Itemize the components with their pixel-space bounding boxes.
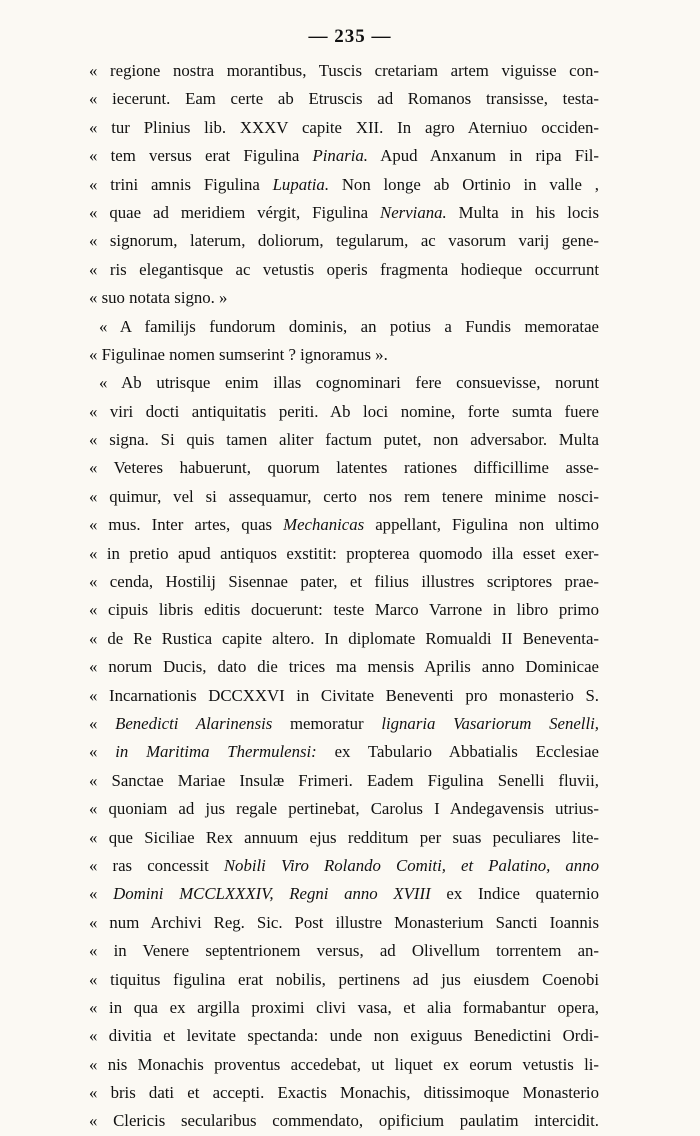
text-line [89,426,599,454]
text-line [89,824,599,852]
text-line [89,313,599,341]
text-line [89,454,599,482]
text-segment: « in pretio apud antiquos exstitit: propterea quomodo illa esset exer- [89,543,599,563]
text-line [89,114,599,142]
text-segment: ex Tabulario Abbatialis Ecclesiae [316,742,599,762]
text-segment: « iecerunt. Eam certe ab Etruscis ad Romanos transisse, testa- [89,89,599,109]
text-segment: « suo notata signo. » [89,288,228,308]
text-line [89,795,599,823]
text-segment: « Clericis secularibus commendato, opificium paulatim intercidit. [89,1111,599,1131]
text-line [89,199,599,227]
text-segment: Apud Anxanum in ripa Fil- [368,146,599,166]
text-segment: « Incarnationis DCCXXVI in Civitate Beneventi pro monasterio S. [89,685,599,705]
text-line [89,994,599,1022]
text-line [89,738,599,766]
italic-text-segment: Pinaria. [312,146,368,166]
text-segment: « mus. Inter artes, quas [89,515,284,535]
italic-text-segment: Nobili Viro Rolando Comiti, et Palatino, anno [223,855,599,875]
text-segment: « bris dati et accepti. Exactis Monachis, ditissimoque Monasterio [89,1083,599,1103]
text-line [89,596,599,624]
text-segment: « tur Plinius lib. XXXV capite XII. In agro Aterniuo occiden- [89,117,599,137]
text-segment: « ris elegantisque ac vetustis operis fragmenta hodieque occurrunt [89,259,599,279]
text-segment: « Sanctae Mariae Insulæ Frimeri. Eadem Figulina Senelli fluvii, [89,770,599,790]
text-line [89,568,599,596]
text-segment: « [89,742,116,762]
text-segment: « num Archivi Reg. Sic. Post illustre Monasterium Sancti Ioannis [89,912,599,932]
text-line [89,85,599,113]
text-line [89,1107,599,1135]
text-segment: « tiquitus figulina erat nobilis, pertinens ad jus eiusdem Coenobi [89,969,599,989]
italic-text-segment: Domini MCCLXXXIV, Regni anno XVIII [113,884,431,904]
text-segment: « signa. Si quis tamen aliter factum putet, non adversabor. Multa [89,430,599,450]
text-line [89,880,599,908]
text-segment: « quoniam ad jus regale pertinebat, Carolus I Andegavensis utrius- [89,799,599,819]
text-line [89,1022,599,1050]
text-line [89,57,599,85]
italic-text-segment: in Maritima Thermulensi: [115,742,317,762]
text-segment: « in qua ex argilla proximi clivi vasa, et alia formabantur opera, [89,997,599,1017]
text-line [89,625,599,653]
text-segment: Non longe ab Ortinio in valle , [329,174,599,194]
text-line [89,1051,599,1079]
text-line [89,142,599,170]
text-segment: « Veteres habuerunt, quorum latentes rationes difficillime asse- [89,458,599,478]
text-segment: « que Siciliae Rex annuum ejus redditum per suas peculiares lite- [89,827,599,847]
text-segment: « quae ad meridiem vérgit, Figulina [89,202,381,222]
text-segment: « in Venere septentrionem versus, ad Olivellum torrentem an- [89,941,599,961]
body-text [89,57,599,1136]
text-line [89,540,599,568]
page-number: — 235 — [308,26,392,47]
text-line [89,227,599,255]
text-segment: « tem versus erat Figulina [89,146,313,166]
italic-text-segment: Nerviana. [380,202,447,222]
text-line [89,909,599,937]
text-line [89,1079,599,1107]
text-segment: « cenda, Hostilij Sisennae pater, et filius illustres scriptores prae- [89,572,599,592]
text-segment: « nis Monachis proventus accedebat, ut liquet ex eorum vetustis li- [89,1054,599,1074]
text-line [89,511,599,539]
text-segment: « Ab utrisque enim illas cognominari fere consuevisse, norunt [99,373,599,393]
text-line [89,682,599,710]
text-line [89,767,599,795]
text-segment: « divitia et levitate spectanda: unde non exiguus Benedictini Ordi- [89,1026,599,1046]
text-line [89,256,599,284]
text-segment: « signorum, laterum, doliorum, tegularum, ac vasorum varij gene- [89,231,599,251]
italic-text-segment: Benedicti Alarinensis [115,713,273,733]
italic-text-segment: Lupatia. [272,174,330,194]
text-line [89,852,599,880]
text-segment: « viri docti antiquitatis periti. Ab loci nomine, forte sumta fuere [89,401,599,421]
text-line [89,653,599,681]
text-segment: « A familijs fundorum dominis, an potius a Fundis memoratae [99,316,599,336]
text-line [89,171,599,199]
text-segment: « cipuis libris editis docuerunt: teste Marco Varrone in libro primo [89,600,599,620]
text-segment: « [89,713,116,733]
text-line [89,398,599,426]
italic-text-segment: lignaria Vasariorum Senelli, [381,713,599,733]
text-line [89,284,599,312]
text-line [89,710,599,738]
text-segment: « trini amnis Figulina [89,174,273,194]
text-segment: appellant, Figulina non ultimo [364,515,599,535]
text-segment: « [89,884,114,904]
italic-text-segment: Mechanicas [283,515,365,535]
text-line [89,966,599,994]
text-segment: ex Indice quaternio [430,884,599,904]
text-segment: « regione nostra morantibus, Tuscis cretariam artem viguisse con- [89,61,599,80]
text-segment: « de Re Rustica capite altero. In diplomate Romualdi II Beneventa- [89,628,599,648]
text-segment: memoratur [272,713,382,733]
text-line [89,937,599,965]
text-segment: « quimur, vel si assequamur, certo nos rem tenere minime nosci- [89,486,599,506]
text-line [89,483,599,511]
text-segment: Multa in his locis [446,202,599,222]
text-line [89,369,599,397]
text-segment: « ras concessit [89,855,224,875]
text-line [89,341,599,369]
text-segment: « Figulinae nomen sumserint ? ignoramus ». [89,344,388,364]
text-segment: « norum Ducis, dato die trices ma mensis Aprilis anno Dominicae [89,657,599,677]
